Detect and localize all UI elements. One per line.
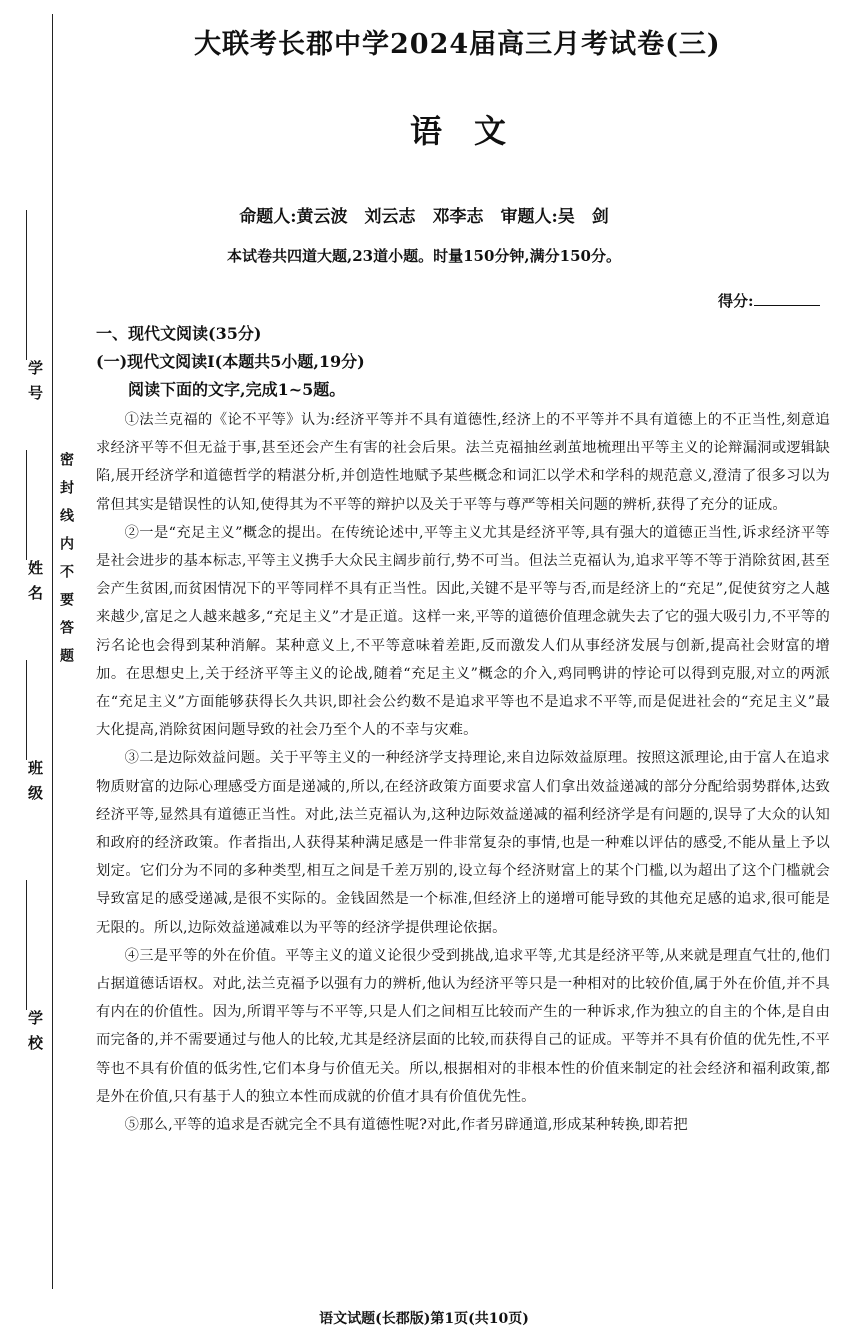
student-number-blank[interactable] xyxy=(26,210,27,360)
paragraph-5: ⑤那么,平等的追求是否就完全不具有道德性呢?对此,作者另辟通道,形成某种转换,即若把 xyxy=(124,1117,688,1134)
subject-title: 语文 xyxy=(410,112,539,150)
paragraph-2: ②一是“充足主义”概念的提出。在传统论述中,平等主义尤其是经济平等,具有强大的道德正当性,诉求经济平等是社会进步的基本标志,平等主义携手大众民主阔步前行,势不可当。但法兰克福认为,追求平等不等于消除贫困,甚至会产生贫困,而贫困情况下的平等同样不具有正当性。因此,关键不是平等与否,而是经济上的“充足”,促使贫穷之人越来越少,富足之人越来越多,“充足主义”才是正道。这样一来,平等的道德价值理念就失去了它的强大吸引力,不平等的污名论也会得到某种消解。某种意义上,不平等意味着差距,反而激发人们从事经济发展与创新,提高社会财富的增加。在思想史上,关于经济平等主义的论战,随着“充足主义”概念的介入,鸡同鸭讲的悖论可以得到克服,对立的两派在“充足主义”方面能够获得长久共识,即社会公约数不是追求平等也不是追求不平等,而是促进社会的“充足主义”最大化提高,消除贫困问题导致的社会乃至个人的不幸与灾难。 xyxy=(96,524,830,739)
student-number-field[interactable] xyxy=(6,210,46,410)
authors-line: 命题人:黄云波 刘云志 邓李志 审题人:吴 剑 xyxy=(239,207,609,227)
paragraph-4: ④三是平等的外在价值。平等主义的道义论很少受到挑战,追求平等,尤其是经济平等,从来就是理直气壮的,他们占据道德话语权。对此,法兰克福予以强有力的辨析,他认为经济平等只是一种相对的比较价值,属于外在价值,并不具有内在的价值性。因为,所谓平等与不平等,只是人们之间相互比较而产生的一种诉求,作为独立的自主的个体,是自由而完备的,并不需要通过与他人的比较,尤其是经济层面的比较,而获得自己的证成。平等并不具有价值的优先性,不平等也不具有价值的低劣性,它们本身与价值无关。所以,根据相对的非根本性的价值来制定的社会经济和福利政策,都是外在价值,只有基于人的独立本性而成就的价值才具有价值优先性。 xyxy=(96,947,830,1105)
seal-warning-text: 密封线内不要答题 xyxy=(58,452,74,676)
exam-title: 大联考长郡中学2024届高三月考试卷(三) xyxy=(194,29,721,60)
paragraph-3: ③二是边际效益问题。关于平等主义的一种经济学支持理论,来自边际效益原理。按照这派理论,由于富人在追求物质财富的边际心理感受方面是递减的,所以,在经济政策方面要求富人们拿出效益递减的部分分配给弱势群体,达致经济平等,显然具有道德正当性。对此,法兰克福认为,这种边际效益递减的福利经济学是有问题的,误导了大众的认知和政府的经济政策。作者指出,人获得某种满足感是一件非常复杂的事情,也是一种难以评估的感受,不能从量上予以划定。它们分为不同的多种类型,相互之间是千差万别的,设立每个经济财富上的某个门槛,以为超出了这个门槛就会导致富足的感受递减,是很不实际的。金钱固然是一个标准,但经济上的递增可能导致的其他充足感的追求,很可能是无限的。所以,边际效益递减难以为平等的经济学提供理论依据。 xyxy=(96,750,830,936)
class-blank[interactable] xyxy=(26,660,27,760)
school-field[interactable] xyxy=(6,880,46,1060)
name-field[interactable] xyxy=(6,450,46,610)
school-label: 学校 xyxy=(26,1010,44,1060)
score-box xyxy=(718,290,820,311)
reading-section xyxy=(96,320,830,1139)
exam-instructions: 本试卷共四道大题,23道小题。时量150分钟,满分150分。 xyxy=(227,247,621,265)
name-blank[interactable] xyxy=(26,450,27,560)
student-number-label: 学号 xyxy=(26,360,44,410)
name-label: 姓名 xyxy=(26,560,44,610)
reading-prompt: 阅读下面的文字,完成1~5题。 xyxy=(128,380,346,399)
school-blank[interactable] xyxy=(26,880,27,1010)
section-title: 一、现代文阅读(35分) xyxy=(96,324,262,343)
page-footer: 语文试题(长郡版)第1页(共10页) xyxy=(319,1311,529,1327)
score-blank[interactable] xyxy=(754,291,820,306)
paragraph-1: ①法兰克福的《论不平等》认为:经济平等并不具有道德性,经济上的不平等并不具有道德上的不正当性,刻意追求经济平等不但无益于事,甚至还会产生有害的社会后果。法兰克福抽丝剥茧地梳理出平等主义的论辩漏洞或逻辑缺陷,展开经济学和道德哲学的精湛分析,并创造性地赋予某些概念和词汇以学术和学科的规范意义,澄清了很多习以为常但其实是错误性的认知,使得其为不平等的辩护以及关于平等与尊严等相关问题的辨析,获得了充分的证成。 xyxy=(96,412,830,513)
score-label: 得分: xyxy=(718,292,754,310)
class-field[interactable] xyxy=(6,660,46,810)
class-label: 班级 xyxy=(26,760,44,810)
subsection-title: (一)现代文阅读Ⅰ(本题共5小题,19分) xyxy=(96,352,365,371)
